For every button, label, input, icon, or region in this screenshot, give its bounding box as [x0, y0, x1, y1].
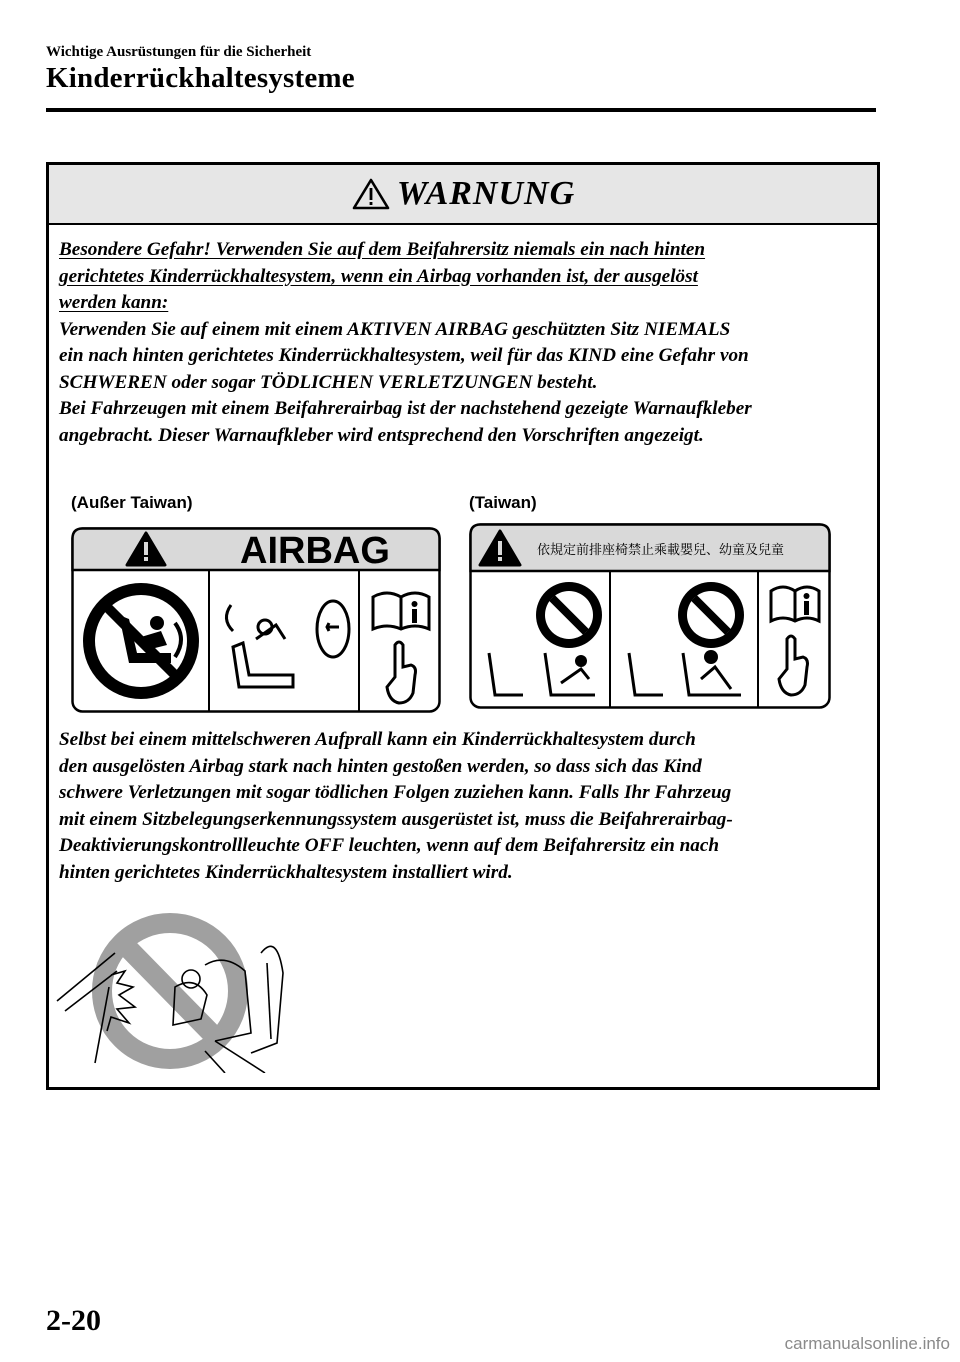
warning-para1-line-3: SCHWEREN oder sogar TÖDLICHEN VERLETZUNGEN besteht. [59, 371, 598, 393]
title-rule [46, 108, 876, 112]
taiwan-label-text: 依規定前排座椅禁止乘載嬰兒、幼童及兒童 [537, 543, 785, 558]
warning-text-top [59, 237, 871, 449]
warning-underlined-line-2: gerichtetes Kinderrückhaltesystem, wenn ein Airbag vorhanden ist, der ausgelöst [59, 265, 698, 287]
caption-outside-taiwan: (Außer Taiwan) [71, 493, 193, 512]
footer-watermark: carmanualsonline.info [784, 1334, 950, 1353]
warning-text-bottom [59, 727, 871, 886]
section-kicker: Wichtige Ausrüstungen für die Sicherheit [46, 44, 312, 60]
warning-para1-line-1: Verwenden Sie auf einem mit einem AKTIVEN AIRBAG geschützten Sitz NIEMALS [59, 318, 731, 340]
warning-para1-line-5: angebracht. Dieser Warnaufkleber wird entsprechend den Vorschriften angezeigt. [59, 424, 704, 446]
warning-para2-line-1: Selbst bei einem mittelschweren Aufprall kann ein Kinderrückhaltesystem durch [59, 729, 696, 750]
page-number: 2-20 [46, 1304, 101, 1337]
warning-para2-line-2: den ausgelösten Airbag stark nach hinten gestoßen werden, so dass sich das Kind [59, 755, 702, 777]
warning-para1-line-2: ein nach hinten gerichtetes Kinderrückhaltesystem, weil für das KIND eine Gefahr von [59, 345, 749, 366]
warning-triangle-icon [351, 177, 391, 211]
warning-underlined-line-1: Besondere Gefahr! Verwenden Sie auf dem Beifahrersitz niemals ein nach hinten [59, 239, 706, 260]
warning-para2-line-4: mit einem Sitzbelegungserkennungssystem ausgerüstet ist, muss die Beifahrerairbag- [59, 808, 733, 830]
no-rear-facing-seat-icon [83, 583, 199, 699]
page-title: Kinderrückhaltesysteme [46, 62, 355, 94]
warning-para2-line-3: schwere Verletzungen mit sogar tödlichen Folgen zuziehen kann. Falls Ihr Fahrzeug [59, 782, 732, 803]
airbag-warning-label [71, 527, 441, 713]
airbag-label-text: AIRBAG [240, 530, 390, 572]
warning-header [49, 165, 877, 225]
warning-para1-line-4: Bei Fahrzeugen mit einem Beifahrerairbag ist der nachstehend gezeigte Warnaufkleber [59, 398, 752, 419]
taiwan-warning-label [469, 523, 831, 709]
warning-underlined-line-3: werden kann: [59, 292, 169, 313]
rear-facing-seat-prohibited-illustration [55, 913, 305, 1073]
warning-para2-line-6: hinten gerichtetes Kinderrückhaltesystem installiert wird. [59, 861, 513, 883]
warning-box [46, 162, 880, 1090]
caption-taiwan: (Taiwan) [469, 493, 537, 512]
warning-para2-line-5: Deaktivierungskontrollleuchte OFF leuchten, wenn auf dem Beifahrersitz ein nach [59, 835, 720, 856]
warning-title: WARNUNG [396, 175, 576, 212]
